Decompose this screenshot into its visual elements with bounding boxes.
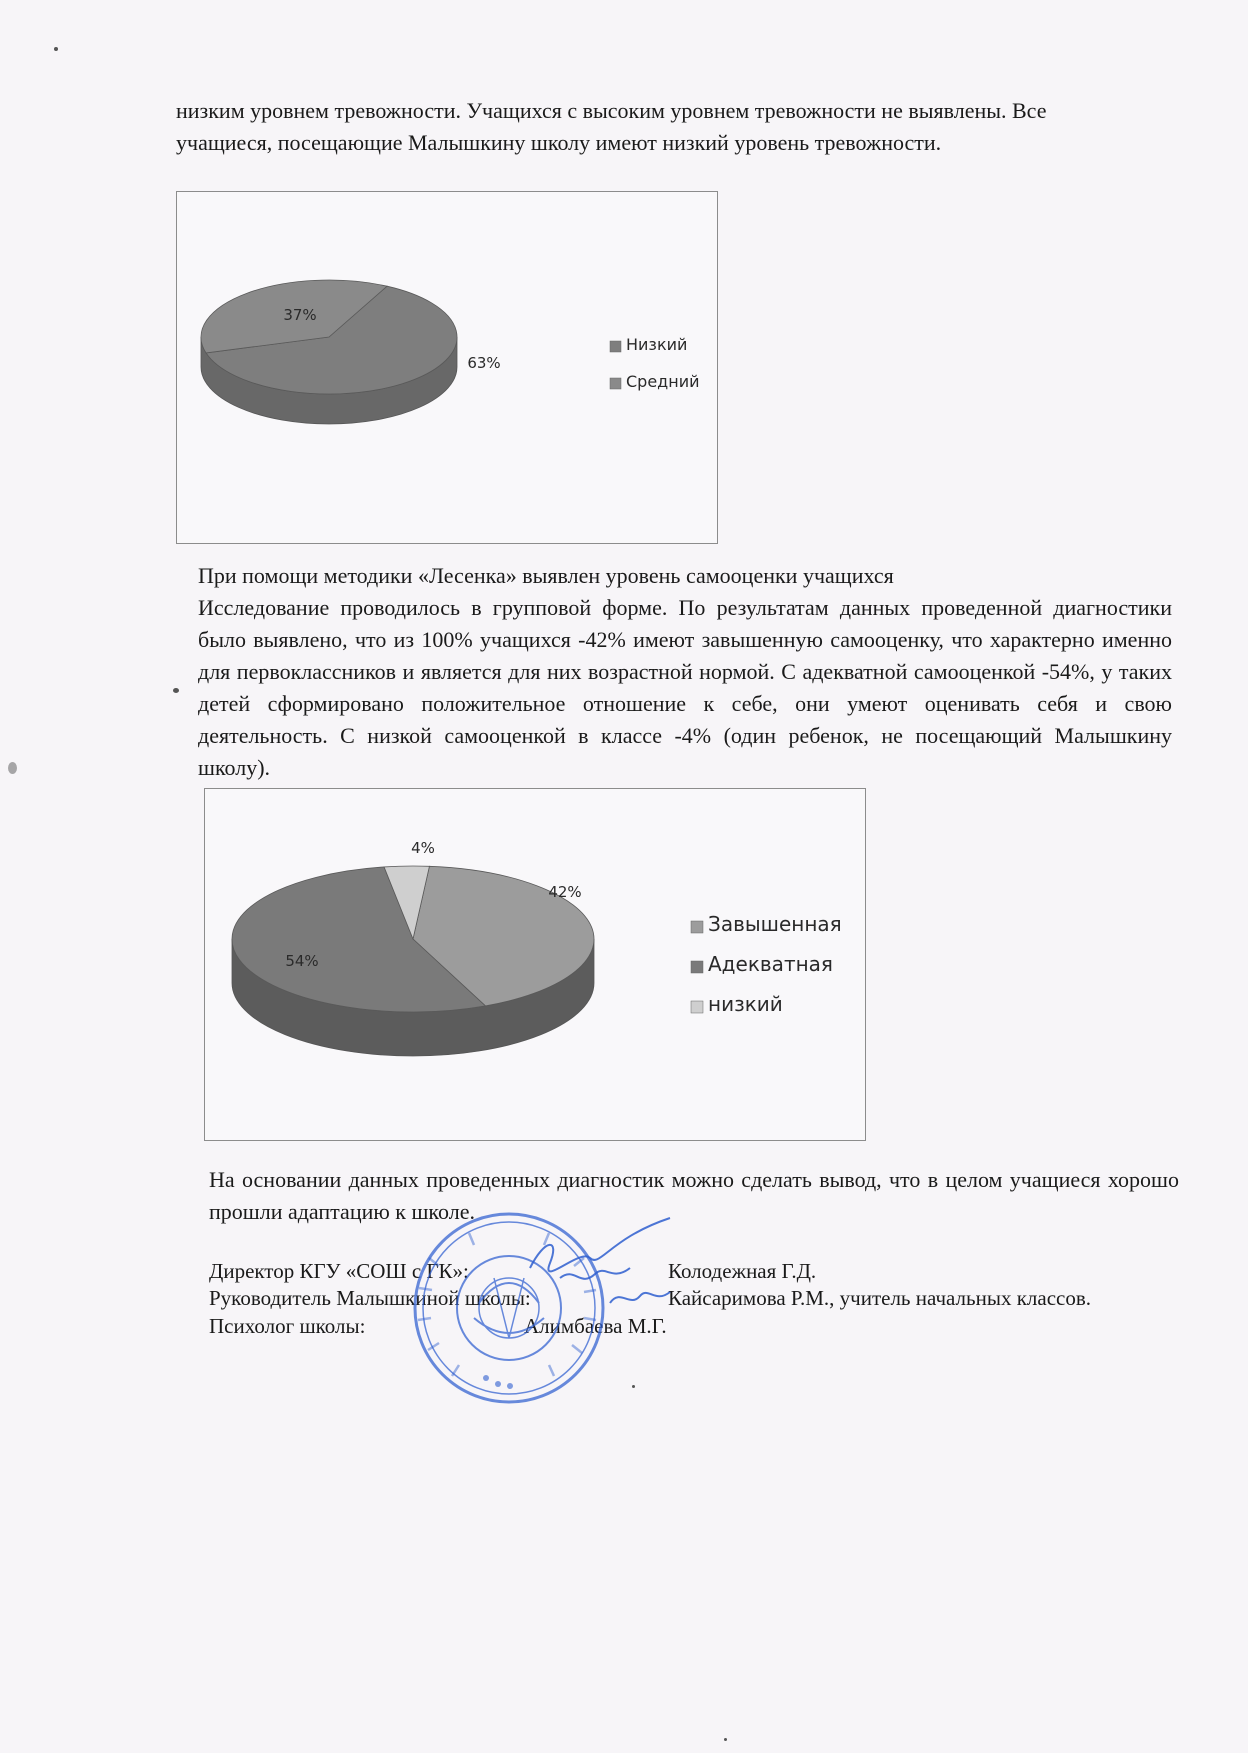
scan-speck — [724, 1738, 727, 1741]
legend-swatch-низкий — [691, 1001, 703, 1013]
data-label-низкий: 4% — [411, 839, 435, 857]
legend-label-Средний: Средний — [626, 372, 700, 391]
head-name: Кайсаримова Р.М., учитель начальных классов. — [668, 1286, 1092, 1310]
legend-label-низкий: низкий — [708, 992, 783, 1016]
legend-label-Завышенная: Завышенная — [708, 912, 842, 936]
psych-name: Алимбаева М.Г. — [524, 1314, 667, 1338]
chart-self-esteem — [204, 788, 866, 1141]
legend-swatch-Низкий — [610, 341, 621, 352]
conclusion-paragraph: На основании данных проведенных диагностик можно сделать вывод, что в целом учащиеся хорошо прошли адаптацию к школе. — [209, 1167, 1179, 1224]
chart-anxiety — [176, 191, 718, 544]
data-label-Средний: 37% — [283, 306, 317, 324]
psych-title: Психолог школы: — [209, 1314, 366, 1338]
data-label-Завышенная: 42% — [548, 883, 582, 901]
legend-swatch-Средний — [610, 378, 621, 389]
scan-speck — [632, 1385, 635, 1388]
ladder-heading: При помощи методики «Лесенка» выявлен уровень самооценки учащихся — [198, 563, 894, 588]
ladder-paragraph: Исследование проводилось в групповой форме. По результатам данных проведенной диагностики было выявлено, что из 100% учащихся -42% имеют завышенную самооценку, что характерно именно для первоклассников и является для них возрастной нормой. С адекватной самооценкой -54%, у таких детей сформировано положительное отношение к себе, они умеют оценивать себя и свою деятельность. С низкой самооценкой в классе -4% (один ребенок, не посещающий Малышкину школу). — [198, 595, 1172, 780]
legend-swatch-Завышенная — [691, 921, 703, 933]
data-label-Низкий: 63% — [467, 354, 501, 372]
scan-speck — [8, 762, 17, 774]
director-title: Директор КГУ «СОШ с ГК»: — [209, 1259, 469, 1283]
handwritten-signature — [520, 1208, 680, 1328]
data-label-Адекватная: 54% — [285, 952, 319, 970]
legend-label-Низкий: Низкий — [626, 335, 688, 354]
legend-swatch-Адекватная — [691, 961, 703, 973]
legend-label-Адекватная: Адекватная — [708, 952, 833, 976]
scan-speck — [173, 688, 179, 693]
director-name: Колодежная Г.Д. — [668, 1259, 817, 1283]
intro-line-2: учащиеся, посещающие Малышкину школу имеют низкий уровень тревожности. — [176, 130, 942, 155]
chart-anxiety-svg — [177, 192, 717, 543]
scan-speck — [54, 47, 58, 51]
chart-self-esteem-svg — [205, 789, 865, 1140]
head-title: Руководитель Малышкиной школы: — [209, 1286, 531, 1310]
intro-line-1: низким уровнем тревожности. Учащихся с высоким уровнем тревожности не выявлены. Все — [176, 98, 1047, 123]
